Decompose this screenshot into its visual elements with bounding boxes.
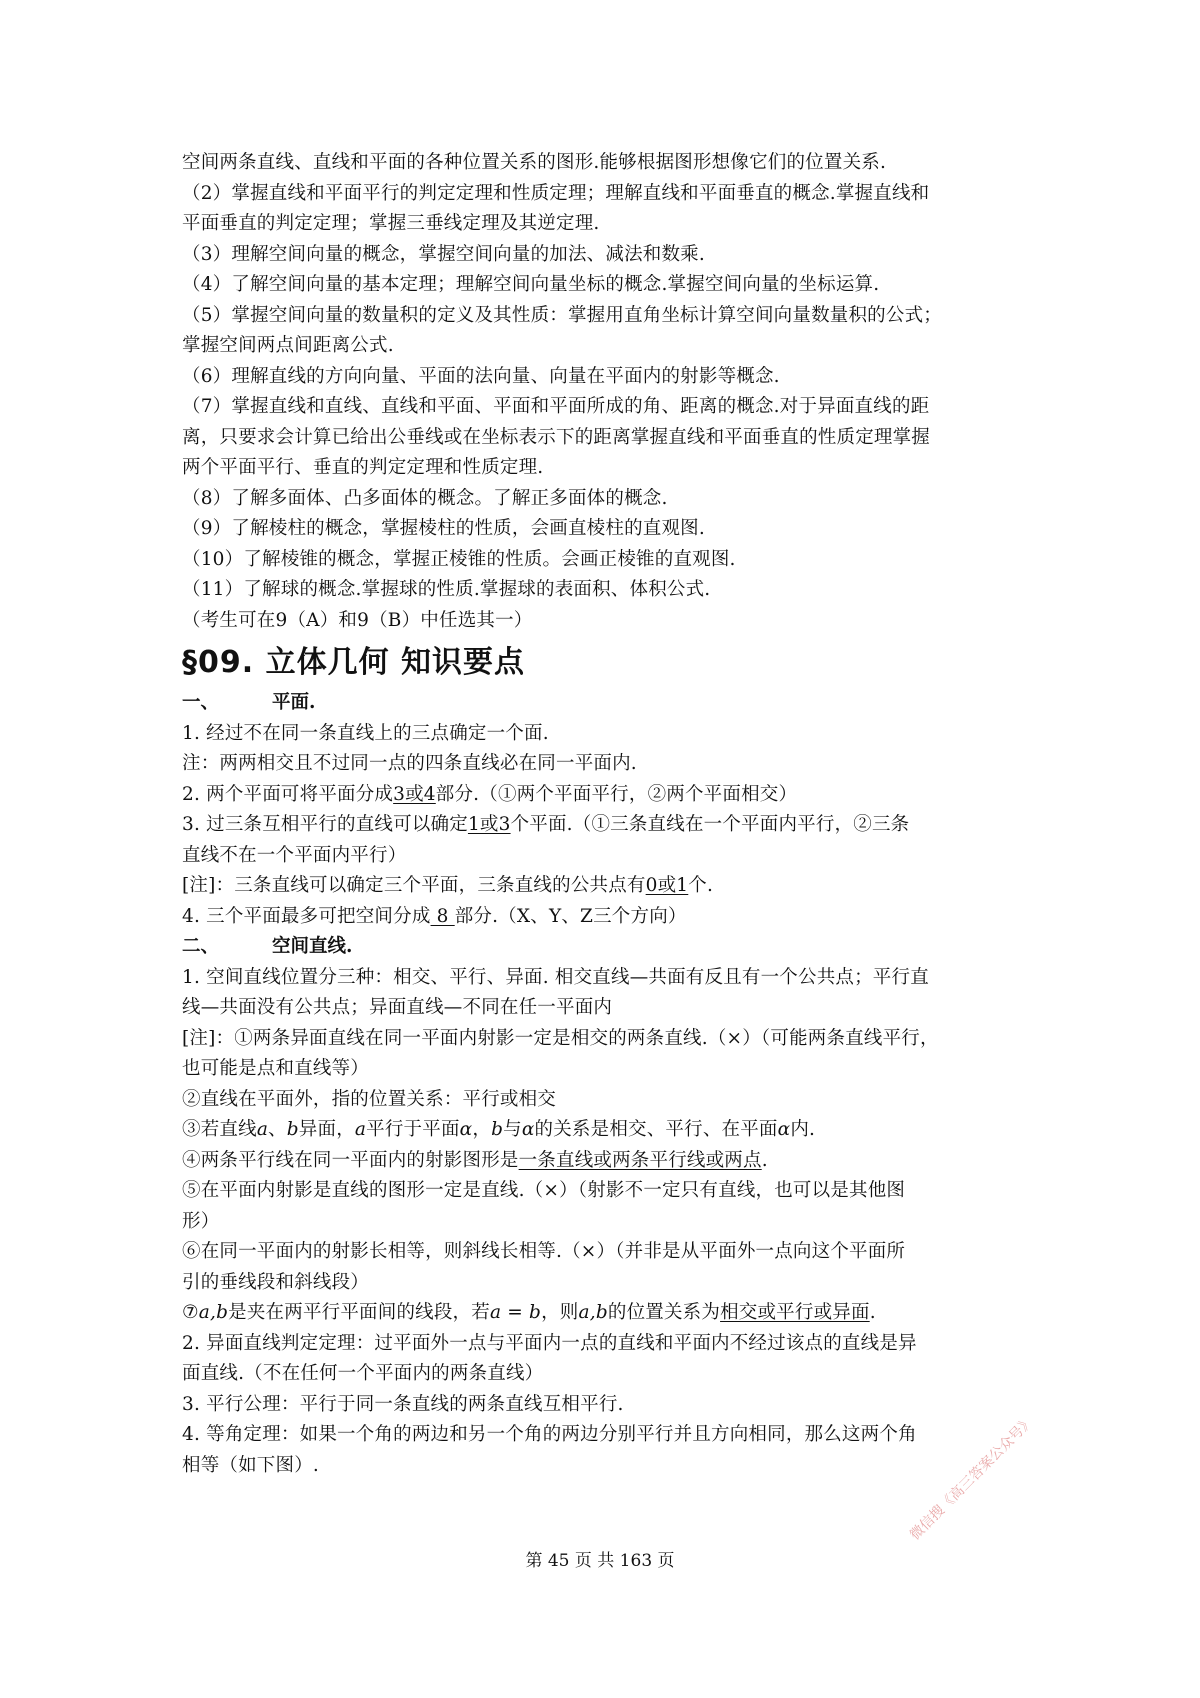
text-line: （3）理解空间向量的概念，掌握空间向量的加法、减法和数乘. [182, 243, 705, 265]
text-span: 4. 三个平面最多可把空间分成 [182, 905, 431, 927]
text-line [182, 780, 1030, 811]
math-var: b [286, 1119, 299, 1140]
underlined-answer: 一条直线或两条平行线或两点 [518, 1149, 762, 1171]
underlined-answer: 0或1 [645, 875, 689, 896]
text-line: ⑤在平面内射影是直线的图形一定是直线.（×）（射影不一定只有直线，也可以是其他图 [182, 1180, 906, 1201]
text-line: 1. 经过不在同一条直线上的三点确定一个面. [182, 722, 549, 744]
text-line: 形） [182, 1210, 220, 1232]
text-line: ②直线在平面外，指的位置关系：平行或相交 [182, 1088, 557, 1110]
watermark: 微信搜《高三答案公众号》 [907, 1413, 1038, 1544]
math-var: α [459, 1119, 473, 1140]
subsection-title: 平面. [272, 692, 316, 713]
underlined-answer: 1或3 [467, 814, 511, 835]
text-line: 注：两两相交且不过同一点的四条直线必在同一平面内. [182, 753, 637, 774]
text-line: （2）掌握直线和平面平行的判定定理和性质定理；理解直线和平面垂直的概念.掌握直线和 [182, 182, 930, 204]
text-line: 两个平面平行、垂直的判定定理和性质定理. [182, 457, 544, 478]
text-line [182, 1298, 1030, 1329]
text-line: （11）了解球的概念.掌握球的性质.掌握球的表面积、体积公式. [182, 579, 711, 600]
text-line: （6）理解直线的方向向量、平面的法向量、向量在平面内的射影等概念. [182, 365, 780, 387]
text-span: [注]：三条直线可以确定三个平面，三条直线的公共点有 [182, 875, 646, 896]
text-line: 引的垂线段和斜线段） [182, 1271, 370, 1293]
text-line [182, 1115, 1030, 1146]
page-footer: 第 45 页 共 163 页 [525, 1551, 675, 1571]
text-span: 个平面.（①三条直线在一个平面内平行，②三条 [510, 814, 910, 835]
text-line: 空间两条直线、直线和平面的各种位置关系的图形.能够根据图形想像它们的位置关系. [182, 152, 887, 173]
text-line: （4）了解空间向量的基本定理；理解空间向量坐标的概念.掌握空间向量的坐标运算. [182, 274, 880, 295]
text-line: （7）掌握直线和直线、直线和平面、平面和平面所成的角、距离的概念.对于异面直线的距 [182, 396, 930, 417]
text-span: 部分.（①两个平面平行，②两个平面相交） [435, 783, 798, 805]
subsection-title: 空间直线. [272, 936, 353, 957]
text-line: （8）了解多面体、凸多面体的概念。了解正多面体的概念. [182, 487, 668, 509]
text-line: 线—共面没有公共点；异面直线—不同在任一平面内 [182, 997, 613, 1018]
math-var: α [777, 1119, 791, 1140]
underlined-answer: 8 [430, 905, 455, 927]
text-line: 也可能是点和直线等） [182, 1058, 370, 1079]
text-span: ④两条平行线在同一平面内的射影图形是 [182, 1149, 519, 1171]
text-span: . [869, 1302, 876, 1323]
text-line: 直线不在一个平面内平行） [182, 844, 407, 866]
math-var: a [354, 1119, 367, 1140]
text-span: . [761, 1149, 768, 1171]
math-var: a,b [198, 1302, 229, 1323]
part-plane [182, 688, 1030, 932]
text-span: 平行于平面 [366, 1119, 460, 1140]
text-line: （5）掌握空间向量的数量积的定义及其性质：掌握用直角坐标计算空间向量数量积的公式； [182, 304, 942, 326]
text-line [182, 810, 1030, 841]
text-line: 4. 等角定理：如果一个角的两边和另一个角的两边分别平行并且方向相同，那么这两个角 [182, 1424, 917, 1445]
text-span: 的位置关系为 [607, 1302, 721, 1323]
text-span: ③若直线 [182, 1119, 257, 1140]
text-line: 2. 异面直线判定定理：过平面外一点与平面内一点的直线和平面内不经过该点的直线是异 [182, 1332, 917, 1354]
text-span: 内. [790, 1119, 816, 1140]
text-span: 异面， [298, 1119, 355, 1140]
text-line: 1. 空间直线位置分三种：相交、平行、异面. 相交直线—共面有反且有一个公共点；平行直 [182, 966, 929, 988]
text-line: 面直线.（不在任何一个平面内的两条直线） [182, 1363, 544, 1384]
text-span: 与 [503, 1119, 522, 1140]
text-line: [注]：①两条异面直线在同一平面内射影一定是相交的两条直线.（×）（可能两条直线平行， [182, 1027, 939, 1049]
text-line: （10）了解棱锥的概念，掌握正棱锥的性质。会画正棱锥的直观图. [182, 548, 736, 570]
math-var: a [256, 1119, 269, 1140]
text-line: 相等（如下图）. [182, 1454, 319, 1476]
text-span: 部分.（X、Y、Z三个方向） [454, 905, 687, 927]
text-span: ⑦ [182, 1302, 199, 1323]
text-line [182, 871, 1030, 902]
text-span: 3. 过三条互相平行的直线可以确定 [182, 814, 468, 835]
text-line: 离，只要求会计算已给出公垂线或在坐标表示下的距离掌握直线和平面垂直的性质定理掌握 [182, 426, 931, 448]
text-line: 3. 平行公理：平行于同一条直线的两条直线互相平行. [182, 1393, 624, 1415]
intro-list [182, 148, 1030, 636]
text-span: ，则 [541, 1302, 579, 1323]
text-line: ⑥在同一平面内的射影长相等，则斜线长相等.（×）（并非是从平面外一点向这个平面所 [182, 1241, 906, 1262]
text-span: 个. [688, 875, 714, 896]
math-var: α [521, 1119, 535, 1140]
text-line: 掌握空间两点间距离公式. [182, 335, 394, 356]
text-line [182, 902, 1030, 933]
math-expr: a = b [489, 1302, 542, 1323]
math-var: b [491, 1119, 504, 1140]
underlined-answer: 相交或平行或异面 [720, 1302, 870, 1323]
subsection-number: 二、 [182, 936, 220, 957]
text-line [182, 1146, 1030, 1177]
text-span: 的关系是相交、平行、在平面 [534, 1119, 778, 1140]
subsection-heading [182, 688, 1030, 719]
math-var: a,b [578, 1302, 608, 1323]
text-line: （9）了解棱柱的概念，掌握棱柱的性质，会画直棱柱的直观图. [182, 518, 705, 539]
text-span: ， [472, 1119, 492, 1140]
part-space-lines [182, 932, 1030, 1481]
underlined-answer: 3或4 [393, 783, 436, 805]
document-body [182, 148, 1030, 1481]
text-span: 是夹在两平行平面间的线段，若 [228, 1302, 490, 1323]
text-span: 、 [268, 1119, 287, 1140]
text-span: 2. 两个平面可将平面分成 [182, 783, 394, 805]
subsection-heading [182, 932, 1030, 963]
text-line: 平面垂直的判定定理；掌握三垂线定理及其逆定理. [182, 213, 600, 234]
section-heading: §09. 立体几何 知识要点 [182, 645, 526, 680]
subsection-number: 一、 [182, 692, 220, 713]
text-line: （考生可在9（A）和9（B）中任选其一） [182, 609, 533, 631]
